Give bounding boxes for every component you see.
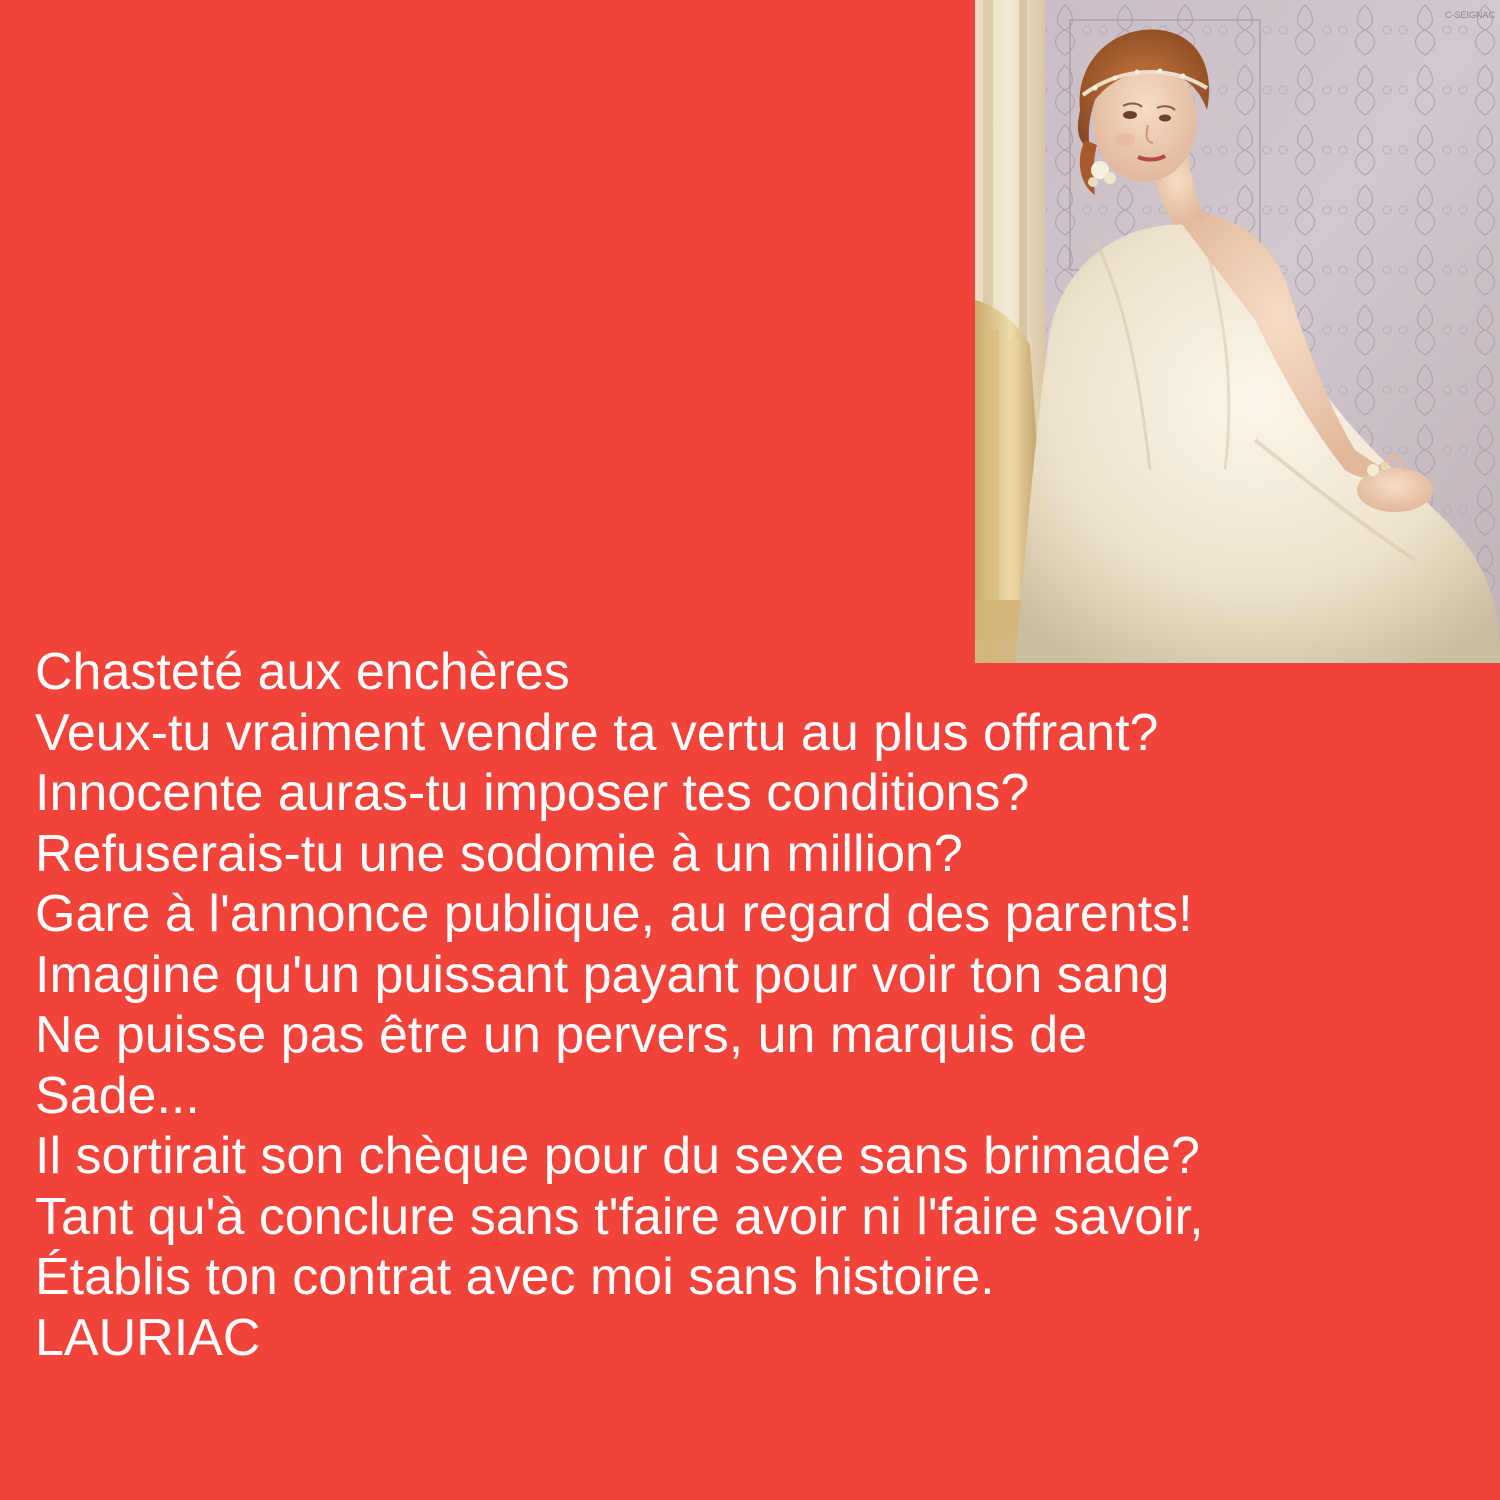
poem-text bbox=[35, 642, 1475, 1368]
woman-portrait-painting-icon bbox=[975, 0, 1500, 663]
painting-signature: C-SEIGNAC bbox=[1445, 10, 1496, 20]
poem-title: Chasteté aux enchères bbox=[35, 643, 570, 701]
poem-line: Sade... bbox=[35, 1066, 200, 1125]
portrait-painting bbox=[975, 0, 1500, 663]
poem-line: Il sortirait son chèque pour du sexe sans brimade? bbox=[35, 1127, 1200, 1185]
poem-line: Ne puisse pas être un pervers, un marquis de bbox=[35, 1006, 1088, 1064]
poem-line: Établis ton contrat avec moi sans histoire. bbox=[35, 1248, 995, 1306]
poem-line: Refuserais-tu une sodomie à un million? bbox=[35, 824, 963, 883]
poem-line: Gare à l'annonce publique, au regard des parents! bbox=[35, 885, 1193, 943]
poem-line: Imagine qu'un puissant payant pour voir ton sang bbox=[35, 945, 1170, 1004]
poem-line: Veux-tu vraiment vendre ta vertu au plus offrant? bbox=[35, 703, 1159, 762]
poem-line: Tant qu'à conclure sans t'faire avoir ni l'faire savoir, bbox=[35, 1187, 1204, 1246]
poem-author: LAURIAC bbox=[35, 1308, 261, 1367]
poem-line: Innocente auras-tu imposer tes conditions? bbox=[35, 764, 1030, 822]
